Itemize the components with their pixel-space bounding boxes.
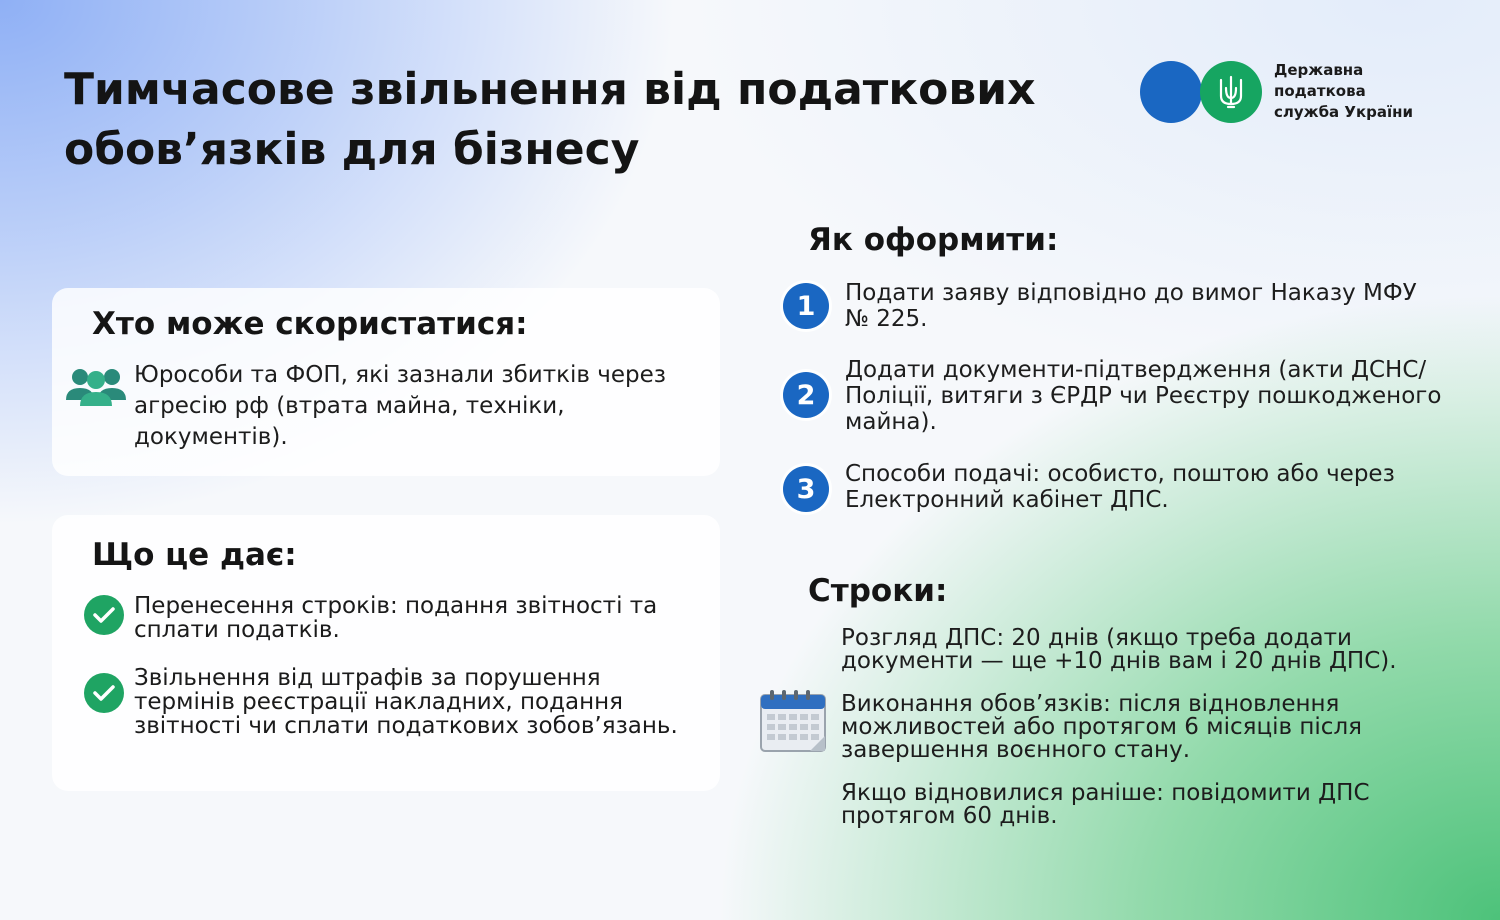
calendar-icon (758, 688, 828, 754)
term-item: Розгляд ДПС: 20 днів (якщо треба додати документи — ще +10 днів вам і 20 днів ДПС). (841, 625, 1397, 674)
step-number-badge: 3 (783, 466, 829, 512)
organization-name (1274, 60, 1413, 123)
benefits-card (52, 515, 720, 791)
check-circle-icon (84, 673, 124, 713)
terms-title: Строки: (808, 573, 948, 609)
org-name-line: податкова (1274, 82, 1366, 100)
step-text: Додати документи-підтвердження (акти ДСНС/Поліції, витяги з ЄРДР чи Реєстру пошкодженого майна). (845, 357, 1442, 435)
step-text: Способи подачі: особисто, поштою або через Електронний кабінет ДПС. (845, 461, 1395, 513)
who-title: Хто може скористатися: (92, 306, 528, 342)
org-name-line: служба України (1274, 103, 1414, 121)
people-group-icon (64, 366, 128, 406)
step-text: Подати заяву відповідно до вимог Наказу МФУ № 225. (845, 280, 1417, 332)
step-number-badge: 2 (783, 372, 829, 418)
page-title: Тимчасове звільнення від податкових обов’язків для бізнесу (64, 64, 1036, 175)
tax-service-logo (1140, 60, 1413, 123)
term-item: Якщо відновилися раніше: повідомити ДПС протягом 60 днів. (841, 780, 1370, 829)
term-item: Виконання обов’язків: після відновлення можливостей або протягом 6 місяців після завершення воєнного стану. (841, 691, 1362, 763)
logo-blue-circle (1140, 61, 1202, 123)
benefits-title: Що це дає: (92, 537, 297, 573)
who-card (52, 288, 720, 476)
step-number-badge: 1 (783, 283, 829, 329)
benefit-item: Перенесення строків: подання звітності та сплати податків. (134, 593, 658, 643)
how-title: Як оформити: (808, 222, 1059, 258)
logo-green-circle (1200, 61, 1262, 123)
check-circle-icon (84, 595, 124, 635)
benefit-item: Звільнення від штрафів за порушення термінів реєстрації накладних, подання звітності чи сплати податкових зобов’язань. (134, 665, 678, 739)
trident-icon (1218, 74, 1244, 110)
who-description: Юрособи та ФОП, які зазнали збитків через агресію рф (втрата майна, техніки, документів). (134, 362, 666, 450)
org-name-line: Державна (1274, 61, 1364, 79)
